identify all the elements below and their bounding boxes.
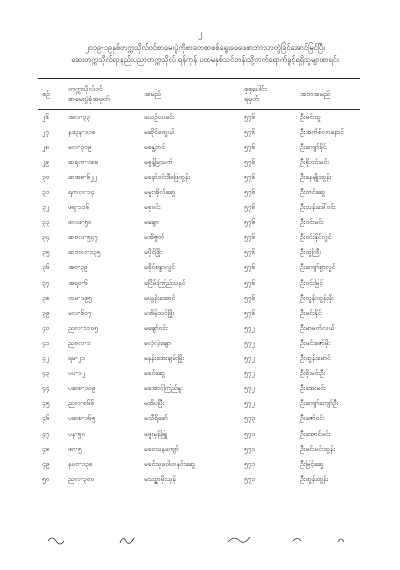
cell-roll: မလ-၆၀၇ [68,308,92,317]
table-row [38,457,360,472]
cell-no: ၃၆ [42,263,50,272]
cell-marks: ၅၇၆ [244,233,256,242]
cell-name: မနော်ဝင်းဒီဖြေထွန်း [144,172,190,181]
table-row [38,367,360,382]
cell-no: ၄၇ [42,429,50,438]
table-row [38,397,360,412]
cell-father: ဦးမင်းဇော်မိုး [300,338,331,347]
cell-roll: ပန-၅၀ [68,429,85,438]
cell-no: ၄၈ [42,444,50,453]
table-row [38,125,360,140]
cell-roll: ဆအစ-၆၂၂ [68,172,97,181]
cell-name: မငြိမ်းကြည်သနင် [144,278,186,287]
table-row [38,321,360,336]
signature-mark-3 [228,537,250,542]
cell-name: မခင်ဆွေ [144,369,165,378]
table-row [38,276,360,291]
cell-marks: ၅၇၆ [244,188,256,197]
cell-father: ဦးဝင်းနိုင်လွင် [300,233,332,242]
table-row [38,352,360,367]
cell-marks: ၅၇၂ [244,399,255,408]
header-roll [62,84,138,104]
cell-father: ဦးအေးမင်း [300,384,326,393]
cell-roll: ညဗလ-၁ [68,338,91,347]
cell-no: ၃၉ [42,308,50,317]
cell-no: ၃၃ [42,218,50,227]
cell-roll: ပပ-၁၂ [68,369,85,378]
cell-no: ၃၅ [42,248,50,257]
cell-marks: ၅၇၆ [244,157,256,166]
cell-marks: ၅၇၁ [244,429,256,438]
table-row [38,140,360,155]
cell-father: ဦးဝင်းမြင့် [300,278,323,287]
cell-father: ဦးထွန်းမောင် [300,354,331,363]
header-marks-line-1: စုစုပေါင်း [244,85,267,93]
cell-name: မနန်းအေးချမ်းမြိုး [144,354,185,363]
header-roll-line-1: တက္ကသိုလ်ဝင် [68,85,103,93]
cell-roll: မလ-၃၀၉ [68,142,92,151]
cell-no: ၄၂ [42,354,49,363]
cell-no: ၄၁ [42,338,50,347]
table-row [38,306,360,321]
cell-marks: ၅၇၆ [244,278,256,287]
cell-father: ဦးစိုးဝင်းမင်း [300,157,329,166]
table-row [38,442,360,457]
cell-name: မလဲ့လဲ့ချော [144,338,171,347]
cell-father: ဦးသန်းဒေါ်ဝင်း [300,203,336,212]
header-name: အမည် [144,90,162,98]
cell-name: မသီရိခော် [144,414,168,423]
cell-father: ဦးစိုးမင်းဦး [300,369,326,378]
table-body [38,110,360,487]
cell-marks: ၅၇၂ [244,323,255,332]
cell-no: ၃၇ [42,278,50,287]
cell-name: မအောင်ကြည်နူး [144,384,183,393]
table-row [38,291,360,306]
cell-no: ၃၀ [42,172,50,181]
cell-no: ၄၀ [42,323,50,332]
cell-marks: ၅၇၁ [244,474,256,483]
table-row [38,170,360,185]
cell-marks: ၅၇၂ [244,354,255,363]
cell-father: ဦးတင်ဆွေ [300,188,326,197]
signature-mark-5 [338,539,344,542]
signature-mark-1 [48,538,64,544]
cell-father: ဦးဝင်းမင်း [300,218,324,227]
cell-name: မအိဇွတ် [144,233,165,242]
cell-no: ၃၁ [42,188,50,197]
signature-mark-4 [293,539,301,542]
cell-roll: ပဆစ-၁၀၉ [68,384,96,393]
cell-no: ၄၉ [42,459,50,468]
table-row [38,110,360,125]
table-row [38,412,360,427]
cell-marks: ၅၇၆ [244,142,256,151]
cell-father: ဦးနေမျိုးထွန်း [300,172,332,181]
header-no: စဉ် [42,90,50,98]
cell-marks: ၅၇၂ [244,384,255,393]
cell-name: မစုဝင်း [144,203,161,212]
header-marks-line-2: ရမှတ် [244,95,259,103]
cell-father: ဦးကျော်ကျော်ဦး [300,399,339,408]
cell-marks: ၅၇၆ [244,308,256,317]
cell-roll: နပဗ-၁၃၈ [68,459,93,468]
cell-marks: ၅၇၆ [244,172,256,181]
table-row [38,427,360,442]
cell-father: ဦးကျော်စွာလွင် [300,263,336,272]
cell-name: မပိုင်ဖြိုး [144,248,162,257]
cell-name: မခင်သုခဝါဟနှင်းဆွေ [144,459,195,468]
cell-father: ဦးမာမက်လယ် [300,323,335,332]
cell-no: ၂၉ [42,157,49,166]
header-roll-line-2: စာမေးပွဲခုံအမှတ် [68,95,110,103]
cell-roll: ရကလ-၁၄ [68,188,95,197]
cell-roll: ညလ-၈၆၆ [68,399,95,408]
cell-roll: ညလ-၃၀၀ [68,474,95,483]
table-row [38,216,360,231]
cell-no: ၄၄ [42,384,50,393]
cell-name: မနွေ့ဘင် [144,142,165,151]
cell-father: ဦးမင်းမင်းထွန်း [300,444,335,453]
cell-roll: အဗ-၃၉ [68,263,88,272]
cell-name: မယဉ်ပပမင်း [144,112,175,121]
cell-marks: ၅၇၁ [244,459,256,468]
cell-father: ဦးဇော်ဝင်း [300,414,325,423]
table-row [38,472,360,487]
table-row [38,382,360,397]
table-header [38,78,360,110]
cell-marks: ၅၇၆ [244,112,256,121]
cell-roll: အလ-၃၃ [68,112,91,121]
cell-no: ၂၈ [42,142,50,151]
cell-name: မဝေသနကျော် [144,444,179,453]
cell-no: ၂၇ [42,127,49,136]
signature-mark-2 [120,538,134,543]
cell-marks: ၅၇၆ [244,248,256,257]
cell-roll: တမ-၁၉၅ [68,293,92,302]
cell-marks: ၅၇၆ [244,127,256,136]
cell-name: မဆိုင်ထွေယ် [144,127,175,136]
title-line-1: ၂၀၁၉-၁၉နှစ်တက္ကသိုလ်ဝင်စာမေးပွဲကိုစာတေစာစစ်ရွေးဖေဖေစာဘာသာတွဲခြင်အောင်မြင်ပြီး [84,43,325,52]
cell-no: ၄၆ [42,414,50,423]
cell-no: ၄၃ [42,369,50,378]
cell-no: ၃၄ [42,233,50,242]
cell-no: ၅၀ [42,474,50,483]
cell-name: မဖူးမှန်ဖြူ [144,429,168,438]
cell-father: ဦးမြင့်ဆွေ [300,459,324,468]
cell-father: ဦးထွဲကြီး [300,248,321,257]
table-row [38,336,360,351]
cell-roll: ဖရ-၁၁၆ [68,203,90,212]
cell-father: ဦးကျော်ခိုင် [300,142,327,151]
cell-marks: ၅၇၂ [244,338,255,347]
cell-no: ၄၅ [42,399,50,408]
cell-roll: ဆဗလ-၅၄၇ [68,233,98,242]
cell-no: ၂၆ [42,112,49,121]
cell-father: ဦးထွန်းထွန်း [300,474,329,483]
cell-father: ဦးမင်းနိုင် [300,308,322,317]
cell-no: ၃၂ [42,203,49,212]
header-marks [236,84,296,104]
cell-name: မခိုင်စန္ဒာလွင် [144,263,175,272]
header-father: အဘအမည် [300,90,331,98]
cell-roll: ဆဘလ-၁၃၅ [68,248,101,257]
page-number: ၂ [197,29,203,39]
cell-roll: ဆရက-၁၈၈ [68,157,99,166]
signature-row [38,532,360,550]
cell-marks: ၅၇၆ [244,203,256,212]
cell-name: မအိပပြီး [144,399,165,408]
title-line-2: ဆေးတက္ကသိုလ်ရာနည်းပညာတက္ကသိုလ် ရန်ကုန် ပထမနှစ်သင်တန်းသို့တက်ရောက်ခွင့်ရရှိသူများစာရင်း [71,55,339,64]
table-row [38,185,360,200]
cell-marks: ၅၇၂ [244,369,255,378]
cell-roll: အရဗ-၆ [68,278,88,287]
table-row [38,246,360,261]
cell-marks: ၅၇၃ [244,414,256,423]
cell-roll: ဖဂ-၅ [68,444,82,453]
cell-roll: ပဆစ-၁၆၅ [68,414,96,423]
cell-father: ဦးလွန်းထွန်းမိုး [300,293,334,302]
table-row [38,201,360,216]
cell-name: မစွန့်မြသက် [144,157,173,166]
cell-name: မယွန်းအောင် [144,293,175,302]
cell-roll: ရမ-၂၁ [68,354,85,363]
cell-marks: ၅၇၁ [244,444,256,453]
cell-father: ဦးအောင်မင်း [300,429,331,438]
cell-marks: ၅၇၆ [244,293,256,302]
results-table [38,78,360,487]
table-row [38,155,360,170]
cell-no: ၃၈ [42,293,50,302]
cell-roll: နဒ၃န-၁၁၈ [68,127,96,136]
cell-roll: ဖလဖ-၅၀ [68,218,92,227]
cell-father: ဦးအက်စ်လာနောင် [300,127,344,136]
cell-name: မမူးအိုလ်ဆွေ [144,188,176,197]
cell-name: မအိမ့်သင်ဖြိုး [144,308,175,317]
cell-name: မသဉ္ဇာမိုးယုန် [144,474,176,483]
cell-roll: ညလ-၁၁၀၅ [68,323,98,332]
cell-name: မချော [144,218,159,227]
cell-marks: ၅၇၆ [244,218,256,227]
table-row [38,231,360,246]
document-title [40,42,370,66]
table-row [38,261,360,276]
cell-marks: ၅၇၆ [244,263,256,272]
cell-name: မချော်ဝင်း [144,323,168,332]
cell-father: ဦးမင်းသူ [300,112,321,121]
